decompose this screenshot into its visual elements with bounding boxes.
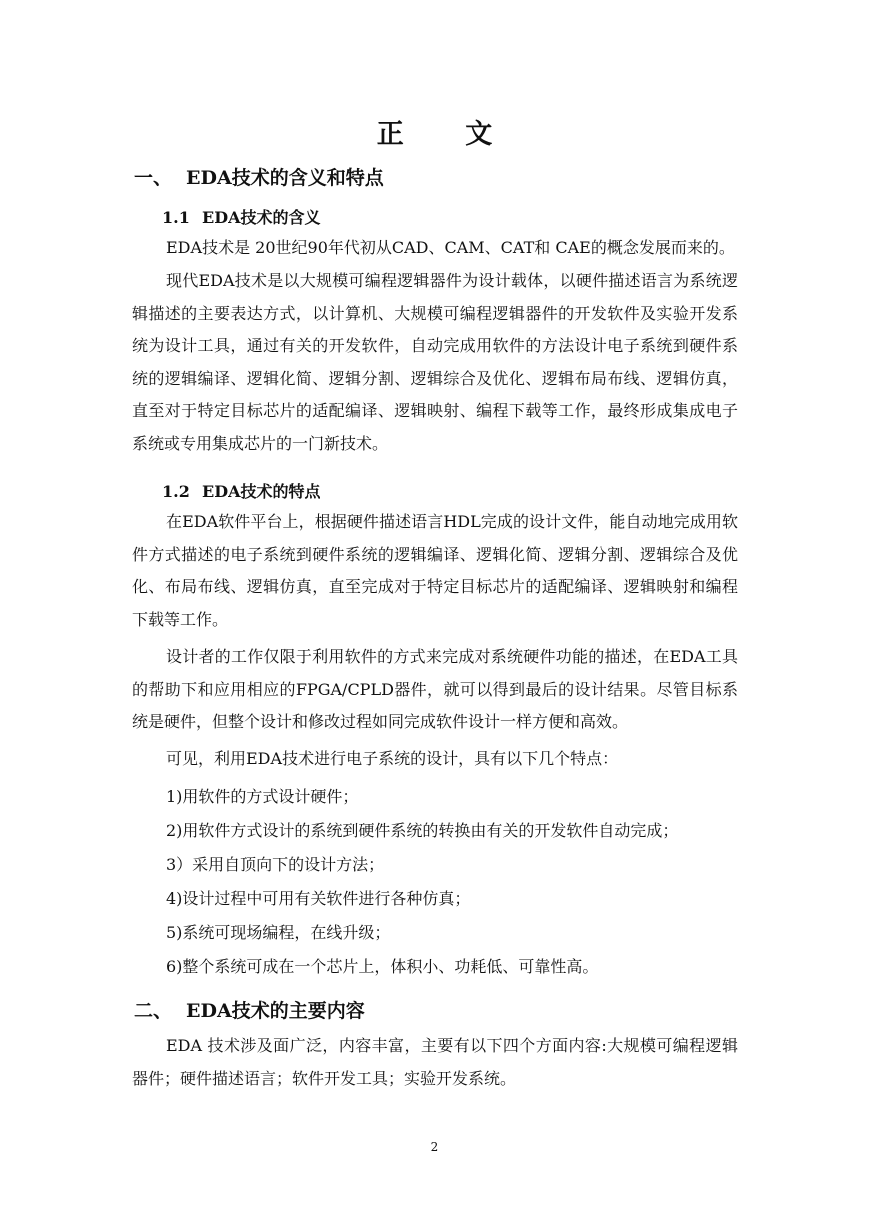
list-item: 2)用软件方式设计的系统到硬件系统的转换由有关的开发软件自动完成； <box>166 821 679 840</box>
subsection-heading-1-1 <box>162 205 321 228</box>
subsection-title: EDA技术的特点 <box>202 482 321 501</box>
subsection-heading-1-2 <box>162 479 321 502</box>
list-item: 5)系统可现场编程，在线升级； <box>166 923 391 942</box>
section-number: 二、 <box>134 1000 173 1022</box>
list-item: 3）采用自顶向下的设计方法； <box>166 855 385 874</box>
paragraph: EDA技术是 20世纪90年代初从CAD、CAM、CAT和 CAE的概念发展而来的。 <box>166 238 735 257</box>
page-number: 2 <box>430 1140 439 1154</box>
list-item: 6)整个系统可成在一个芯片上，体积小、功耗低、可靠性高。 <box>166 957 599 976</box>
subsection-title: EDA技术的含义 <box>202 208 321 227</box>
section-heading-1 <box>134 163 384 190</box>
paragraph: 在EDA软件平台上，根据硬件描述语言HDL完成的设计文件，能自动地完成用软件方式描述的电子系统到硬件系统的逻辑编译、逻辑化简、逻辑分割、逻辑综合及优化、布局布线、逻辑仿真，直至完成对于特定目标芯片的适配编译、逻辑映射和编程下载等工作。 <box>132 512 738 629</box>
paragraph: 设计者的工作仅限于利用软件的方式来完成对系统硬件功能的描述，在EDA工具的帮助下和应用相应的FPGA/CPLD器件，就可以得到最后的设计结果。尽管目标系统是硬件，但整个设计和修改过程如同完成软件设计一样方便和高效。 <box>132 647 738 731</box>
subsection-number: 1.2 <box>162 482 190 501</box>
page-title: 正 文 <box>376 119 519 150</box>
paragraph: 可见，利用EDA技术进行电子系统的设计，具有以下几个特点： <box>166 749 619 768</box>
list-item: 4)设计过程中可用有关软件进行各种仿真； <box>166 889 471 908</box>
section-heading-2 <box>134 996 365 1023</box>
section-title: EDA技术的主要内容 <box>186 1000 365 1022</box>
paragraph: 现代EDA技术是以大规模可编程逻辑器件为设计载体，以硬件描述语言为系统逻辑描述的主要表达方式，以计算机、大规模可编程逻辑器件的开发软件及实验开发系统为设计工具，通过有关的开发软件，自动完成用软件的方法设计电子系统到硬件系统的逻辑编译、逻辑化简、逻辑分割、逻辑综合及优化、逻辑布局布线、逻辑仿真，直至对于特定目标芯片的适配编译、逻辑映射、编程下载等工作，最终形成集成电子系统或专用集成芯片的一门新技术。 <box>132 271 738 453</box>
section-title: EDA技术的含义和特点 <box>186 167 384 189</box>
paragraph: EDA 技术涉及面广泛，内容丰富，主要有以下四个方面内容:大规模可编程逻辑器件；硬件描述语言；软件开发工具；实验开发系统。 <box>132 1036 738 1088</box>
list-item: 1)用软件的方式设计硬件； <box>166 787 359 806</box>
section-number: 一、 <box>134 167 173 189</box>
subsection-number: 1.1 <box>162 208 190 227</box>
